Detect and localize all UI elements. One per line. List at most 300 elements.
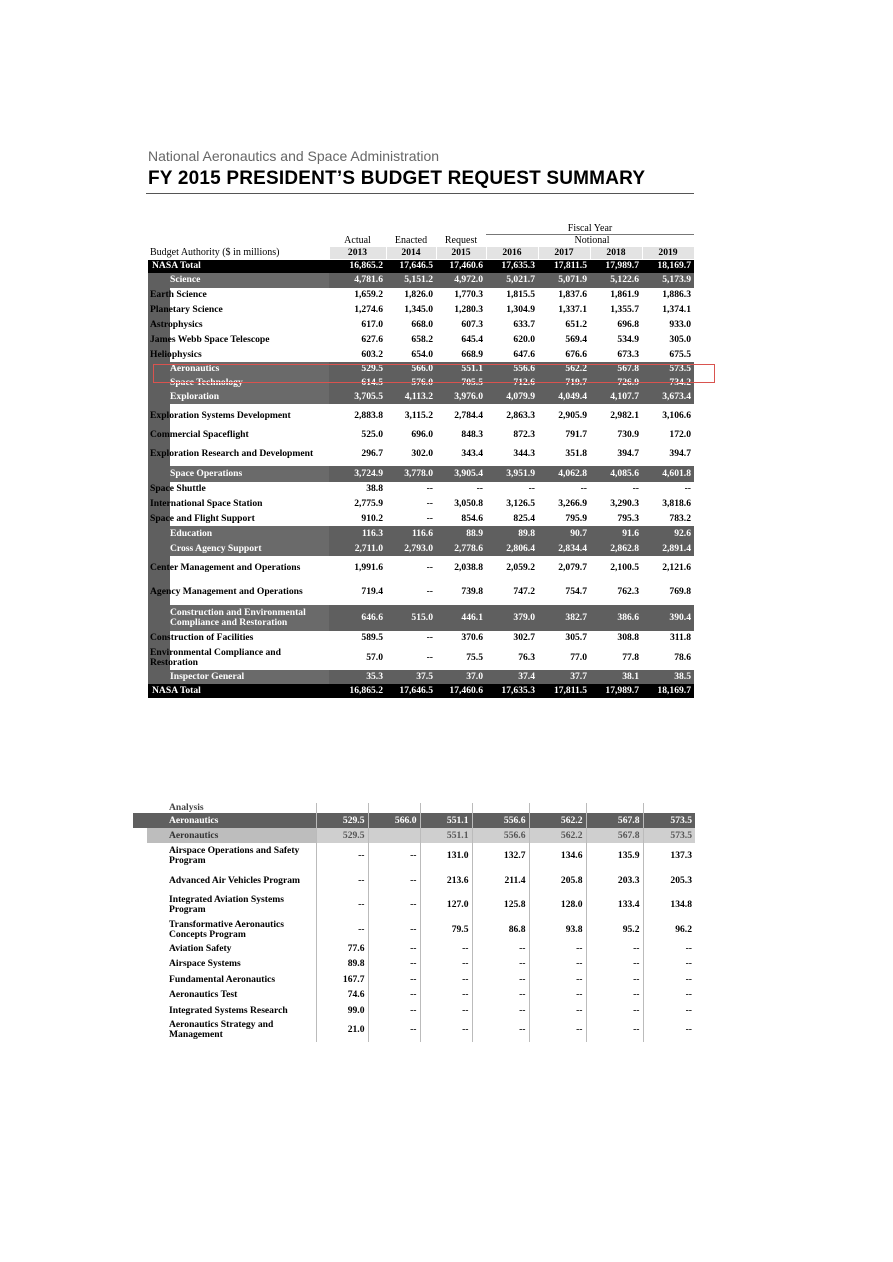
row-value: 38.5 bbox=[642, 670, 694, 684]
row-value: 296.7 bbox=[361, 447, 383, 459]
detail-value: 205.3 bbox=[670, 874, 692, 886]
row-value: 854.6 bbox=[461, 512, 483, 524]
row-value: 762.3 bbox=[617, 586, 639, 597]
row-value: 3,126.5 bbox=[506, 498, 535, 509]
detail-value: -- bbox=[472, 972, 529, 987]
row-value: 37.4 bbox=[486, 670, 538, 684]
row-label: Construction and Environmental Compliance and Restoration bbox=[148, 605, 329, 631]
row-value: 305.0 bbox=[669, 334, 691, 345]
row-label: Exploration bbox=[148, 390, 329, 404]
row-value: -- bbox=[426, 483, 433, 494]
fiscal-year-heading: Fiscal Year bbox=[567, 223, 613, 234]
detail-row bbox=[133, 828, 695, 843]
row-value: 4,107.7 bbox=[590, 390, 642, 404]
detail-value: 211.4 bbox=[472, 868, 529, 893]
row-value: 1,274.6 bbox=[354, 304, 383, 315]
row-label: Space Operations bbox=[148, 466, 329, 482]
detail-value: 132.7 bbox=[472, 843, 529, 868]
row-value: 696.8 bbox=[617, 319, 639, 330]
detail-value: -- bbox=[368, 893, 420, 917]
analysis-label: Analysis bbox=[133, 803, 316, 813]
row-value: 569.4 bbox=[565, 334, 587, 345]
detail-value: 566.0 bbox=[368, 813, 420, 828]
detail-value: 213.6 bbox=[420, 868, 472, 893]
row-value: 5,021.7 bbox=[486, 273, 538, 288]
table-row bbox=[148, 348, 694, 362]
page-title: FY 2015 PRESIDENT’S BUDGET REQUEST SUMMARY bbox=[148, 168, 646, 189]
row-value: 712.6 bbox=[486, 377, 538, 390]
detail-label: Advanced Air Vehicles Program bbox=[133, 868, 316, 893]
row-value: 1,837.6 bbox=[558, 289, 587, 300]
detail-value: 89.8 bbox=[316, 956, 368, 972]
detail-value: 573.5 bbox=[643, 813, 695, 828]
row-value: 3,115.2 bbox=[404, 409, 433, 421]
row-value: 4,049.4 bbox=[538, 390, 590, 404]
row-label: NASA Total bbox=[148, 260, 329, 273]
detail-value: -- bbox=[529, 942, 586, 956]
detail-value: -- bbox=[529, 956, 586, 972]
year-header-row bbox=[148, 247, 694, 260]
detail-value: -- bbox=[586, 942, 643, 956]
row-value: 89.8 bbox=[486, 526, 538, 542]
row-value: -- bbox=[426, 498, 433, 509]
row-value: 1,861.9 bbox=[610, 289, 639, 300]
detail-value: 127.0 bbox=[420, 893, 472, 917]
row-value: 668.9 bbox=[461, 348, 483, 360]
row-value: 2,100.5 bbox=[610, 561, 639, 573]
row-value: 1,355.7 bbox=[610, 304, 639, 315]
detail-value: 551.1 bbox=[420, 813, 472, 828]
detail-value: 77.6 bbox=[316, 942, 368, 956]
actual-heading: Actual bbox=[344, 235, 371, 246]
row-value: 576.0 bbox=[386, 377, 436, 390]
row-value: 5,122.6 bbox=[590, 273, 642, 288]
row-value: 747.2 bbox=[513, 586, 535, 597]
row-value: 769.8 bbox=[669, 586, 691, 597]
row-value: 562.2 bbox=[538, 362, 590, 377]
detail-value: 567.8 bbox=[586, 828, 643, 843]
row-value: 754.7 bbox=[565, 586, 587, 597]
aeronautics-detail-table bbox=[133, 803, 695, 1042]
row-value: 2,778.6 bbox=[436, 542, 486, 556]
row-label: Inspector General bbox=[148, 670, 329, 684]
row-label: Cross Agency Support bbox=[148, 542, 329, 556]
year-header: 2018 bbox=[590, 247, 642, 260]
detail-value: 93.8 bbox=[529, 917, 586, 942]
table-row bbox=[148, 497, 694, 512]
row-value: 705.5 bbox=[436, 377, 486, 390]
row-value: 5,071.9 bbox=[538, 273, 590, 288]
row-value: 1,815.5 bbox=[506, 289, 535, 300]
enacted-heading: Enacted bbox=[394, 235, 428, 246]
row-label: Exploration Systems Development bbox=[148, 404, 329, 428]
detail-value: -- bbox=[368, 917, 420, 942]
detail-row bbox=[133, 813, 695, 828]
row-value: -- bbox=[426, 651, 433, 663]
table-row bbox=[148, 631, 694, 646]
detail-value: 567.8 bbox=[586, 813, 643, 828]
row-value: -- bbox=[426, 632, 433, 643]
row-value: 172.0 bbox=[669, 428, 691, 440]
row-value: 17,646.5 bbox=[386, 684, 436, 698]
row-value: 1,770.3 bbox=[454, 289, 483, 300]
aeronautics-highlight-box bbox=[153, 364, 715, 383]
row-value: 2,982.1 bbox=[610, 409, 639, 421]
row-value: 302.7 bbox=[513, 632, 535, 643]
row-value: 77.0 bbox=[570, 651, 587, 663]
detail-value: -- bbox=[368, 972, 420, 987]
detail-value: 205.8 bbox=[529, 868, 586, 893]
table-row bbox=[148, 605, 694, 631]
request-heading: Request bbox=[444, 235, 478, 246]
row-value: 3,290.3 bbox=[610, 498, 639, 509]
row-value: 116.6 bbox=[386, 526, 436, 542]
table-row bbox=[148, 482, 694, 497]
detail-value: -- bbox=[586, 1003, 643, 1018]
row-value: 673.3 bbox=[617, 348, 639, 360]
row-value: 668.0 bbox=[411, 319, 433, 330]
table-row bbox=[148, 646, 694, 670]
detail-value: 21.0 bbox=[316, 1018, 368, 1042]
row-value: 17,989.7 bbox=[590, 260, 642, 273]
row-value: 795.3 bbox=[617, 512, 639, 524]
table-row bbox=[148, 428, 694, 442]
row-label: Center Management and Operations bbox=[148, 556, 329, 580]
detail-row bbox=[133, 868, 695, 893]
row-value: -- bbox=[528, 483, 535, 494]
detail-row bbox=[133, 1018, 695, 1042]
detail-value: 562.2 bbox=[529, 828, 586, 843]
row-value: 308.8 bbox=[617, 632, 639, 643]
row-label: Aeronautics bbox=[148, 362, 329, 377]
detail-value: 556.6 bbox=[472, 828, 529, 843]
row-value: 17,989.7 bbox=[590, 684, 642, 698]
row-value: 17,646.5 bbox=[386, 260, 436, 273]
detail-row bbox=[133, 843, 695, 868]
detail-value: -- bbox=[316, 868, 368, 893]
row-value: 2,883.8 bbox=[354, 409, 383, 421]
detail-value: 134.6 bbox=[529, 843, 586, 868]
row-value: 16,865.2 bbox=[329, 260, 386, 273]
detail-label: Transformative Aeronautics Concepts Program bbox=[133, 917, 316, 942]
row-value: 3,705.5 bbox=[329, 390, 386, 404]
table-row bbox=[148, 404, 694, 428]
row-value: 76.3 bbox=[518, 651, 535, 663]
row-value: 386.6 bbox=[590, 605, 642, 631]
detail-value: -- bbox=[685, 958, 692, 969]
detail-row bbox=[133, 893, 695, 917]
detail-label: Integrated Systems Research bbox=[133, 1003, 316, 1018]
row-value: 645.4 bbox=[461, 334, 483, 345]
row-value: 3,976.0 bbox=[436, 390, 486, 404]
detail-row bbox=[133, 942, 695, 956]
notional-heading: Notional bbox=[574, 235, 610, 246]
row-value: 646.6 bbox=[329, 605, 386, 631]
detail-value: 203.3 bbox=[586, 868, 643, 893]
row-value: 394.7 bbox=[669, 447, 691, 459]
row-value: 77.8 bbox=[622, 651, 639, 663]
row-value: 515.0 bbox=[386, 605, 436, 631]
row-value: 726.9 bbox=[590, 377, 642, 390]
row-value: 4,601.8 bbox=[642, 466, 694, 482]
detail-value: -- bbox=[316, 917, 368, 942]
detail-value: -- bbox=[685, 1004, 692, 1016]
detail-value: -- bbox=[586, 956, 643, 972]
detail-value: 133.4 bbox=[586, 893, 643, 917]
row-value: 2,784.4 bbox=[454, 409, 483, 421]
row-value: 2,121.6 bbox=[662, 561, 691, 573]
detail-value: 556.6 bbox=[472, 813, 529, 828]
row-value: 696.0 bbox=[411, 428, 433, 440]
row-value: 35.3 bbox=[329, 670, 386, 684]
detail-value: -- bbox=[368, 868, 420, 893]
row-value: 37.5 bbox=[386, 670, 436, 684]
row-value: 4,113.2 bbox=[386, 390, 436, 404]
agency-name: National Aeronautics and Space Administration bbox=[148, 148, 440, 164]
row-value: 17,635.3 bbox=[486, 260, 538, 273]
detail-value: -- bbox=[316, 893, 368, 917]
row-value: 2,711.0 bbox=[329, 542, 386, 556]
row-value: 1,991.6 bbox=[354, 561, 383, 573]
row-value: 311.8 bbox=[669, 632, 691, 643]
title-divider bbox=[146, 193, 694, 194]
row-value: 75.5 bbox=[466, 651, 483, 663]
row-value: 2,079.7 bbox=[558, 561, 587, 573]
row-label: Space and Flight Support bbox=[148, 512, 329, 526]
detail-value: 529.5 bbox=[316, 828, 368, 843]
detail-value: 74.6 bbox=[316, 987, 368, 1003]
row-label: Space Shuttle bbox=[148, 482, 329, 497]
row-value: 305.7 bbox=[565, 632, 587, 643]
detail-value: 99.0 bbox=[316, 1003, 368, 1018]
detail-value: -- bbox=[685, 1024, 692, 1035]
row-value: 825.4 bbox=[513, 512, 535, 524]
row-value: 37.0 bbox=[436, 670, 486, 684]
row-value: -- bbox=[632, 483, 639, 494]
row-value: 647.6 bbox=[513, 348, 535, 360]
row-value: 614.5 bbox=[329, 377, 386, 390]
detail-value: 135.9 bbox=[586, 843, 643, 868]
detail-value: 96.2 bbox=[675, 923, 692, 935]
row-value: 18,169.7 bbox=[642, 260, 694, 273]
row-value: 3,266.9 bbox=[558, 498, 587, 509]
detail-value: -- bbox=[420, 1003, 472, 1018]
table-row bbox=[148, 303, 694, 318]
row-value: 116.3 bbox=[329, 526, 386, 542]
row-value: 1,304.9 bbox=[506, 304, 535, 315]
row-value: 2,863.3 bbox=[506, 409, 535, 421]
detail-value: -- bbox=[420, 1018, 472, 1042]
row-label: International Space Station bbox=[148, 497, 329, 512]
detail-value: 573.5 bbox=[643, 828, 695, 843]
row-value: 2,059.2 bbox=[506, 561, 535, 573]
detail-value: -- bbox=[368, 1018, 420, 1042]
detail-value: -- bbox=[368, 1003, 420, 1018]
row-value: 4,781.6 bbox=[329, 273, 386, 288]
row-value: 783.2 bbox=[669, 512, 691, 524]
table-row bbox=[148, 288, 694, 303]
table-row bbox=[148, 556, 694, 580]
row-value: -- bbox=[426, 586, 433, 597]
row-value: 910.2 bbox=[361, 512, 383, 524]
detail-value: 134.8 bbox=[670, 899, 692, 910]
row-value: 658.2 bbox=[411, 334, 433, 345]
row-value: 566.0 bbox=[386, 362, 436, 377]
detail-value: -- bbox=[529, 972, 586, 987]
year-header: 2014 bbox=[386, 247, 436, 260]
row-value: 90.7 bbox=[538, 526, 590, 542]
row-value: 556.6 bbox=[486, 362, 538, 377]
row-label: Planetary Science bbox=[148, 303, 329, 318]
table-row bbox=[148, 684, 694, 698]
row-value: 57.0 bbox=[366, 651, 383, 663]
detail-value: -- bbox=[472, 1003, 529, 1018]
row-value: 343.4 bbox=[461, 447, 483, 459]
row-value: 3,673.4 bbox=[642, 390, 694, 404]
row-label: Agency Management and Operations bbox=[148, 580, 329, 605]
row-value: 344.3 bbox=[513, 447, 535, 459]
year-header: 2015 bbox=[436, 247, 486, 260]
row-value: 3,050.8 bbox=[454, 498, 483, 509]
row-value: 17,811.5 bbox=[538, 684, 590, 698]
row-value: 38.1 bbox=[590, 670, 642, 684]
row-value: 676.6 bbox=[565, 348, 587, 360]
row-value: 933.0 bbox=[669, 319, 691, 330]
row-value: 17,811.5 bbox=[538, 260, 590, 273]
row-value: 739.8 bbox=[461, 586, 483, 597]
row-value: 573.5 bbox=[642, 362, 694, 377]
year-header: 2019 bbox=[642, 247, 694, 260]
row-value: 620.0 bbox=[513, 334, 535, 345]
detail-value: -- bbox=[368, 843, 420, 868]
detail-value: -- bbox=[529, 987, 586, 1003]
detail-value: 167.7 bbox=[316, 972, 368, 987]
row-value: 848.3 bbox=[461, 428, 483, 440]
detail-value: -- bbox=[420, 972, 472, 987]
table-row bbox=[148, 333, 694, 348]
detail-value: 95.2 bbox=[586, 917, 643, 942]
detail-label: Integrated Aviation Systems Program bbox=[133, 893, 316, 917]
row-label: Education bbox=[148, 526, 329, 542]
row-label: Exploration Research and Development bbox=[148, 442, 329, 466]
row-value: 534.9 bbox=[617, 334, 639, 345]
detail-value: 137.3 bbox=[670, 849, 692, 861]
detail-label: Airspace Systems bbox=[133, 956, 316, 972]
row-value: 1,280.3 bbox=[454, 304, 483, 315]
table-row bbox=[148, 390, 694, 404]
row-label: Construction of Facilities bbox=[148, 631, 329, 646]
row-label: Heliophysics bbox=[148, 348, 329, 362]
table-row bbox=[148, 580, 694, 605]
table-row bbox=[148, 260, 694, 273]
detail-row bbox=[133, 956, 695, 972]
row-value: 17,460.6 bbox=[436, 260, 486, 273]
detail-row bbox=[133, 987, 695, 1003]
row-value: 92.6 bbox=[642, 526, 694, 542]
row-value: 719.4 bbox=[361, 586, 383, 597]
row-value: 88.9 bbox=[436, 526, 486, 542]
row-label: Space Technology bbox=[148, 377, 329, 390]
row-value: 1,374.1 bbox=[662, 304, 691, 315]
row-value: 37.7 bbox=[538, 670, 590, 684]
detail-row bbox=[133, 917, 695, 942]
row-value: 1,886.3 bbox=[662, 289, 691, 300]
row-value: 2,806.4 bbox=[486, 542, 538, 556]
detail-value: -- bbox=[368, 956, 420, 972]
detail-value: -- bbox=[529, 1018, 586, 1042]
row-value: 529.5 bbox=[329, 362, 386, 377]
row-value: 2,038.8 bbox=[454, 561, 483, 573]
year-header: 2013 bbox=[329, 247, 386, 260]
detail-label: Aeronautics Strategy and Management bbox=[133, 1018, 316, 1042]
row-value: 394.7 bbox=[617, 447, 639, 459]
detail-label: Aeronautics Test bbox=[133, 987, 316, 1003]
table-row bbox=[148, 466, 694, 482]
row-value: 617.0 bbox=[361, 319, 383, 330]
row-value: 651.2 bbox=[565, 319, 587, 330]
detail-value: 529.5 bbox=[316, 813, 368, 828]
detail-value: -- bbox=[472, 942, 529, 956]
detail-row bbox=[133, 1003, 695, 1018]
row-value: 370.6 bbox=[461, 632, 483, 643]
row-value: 2,891.4 bbox=[642, 542, 694, 556]
row-value: 91.6 bbox=[590, 526, 642, 542]
row-value: 3,724.9 bbox=[329, 466, 386, 482]
row-value: 791.7 bbox=[565, 428, 587, 440]
budget-authority-label: Budget Authority ($ in millions) bbox=[150, 247, 280, 258]
detail-value: -- bbox=[529, 1003, 586, 1018]
row-value: 607.3 bbox=[461, 319, 483, 330]
row-value: 2,775.9 bbox=[354, 498, 383, 509]
row-value: 446.1 bbox=[436, 605, 486, 631]
row-value: -- bbox=[476, 483, 483, 494]
row-value: 872.3 bbox=[513, 428, 535, 440]
row-value: 3,778.0 bbox=[386, 466, 436, 482]
row-value: 1,826.0 bbox=[404, 289, 433, 300]
row-value: 3,905.4 bbox=[436, 466, 486, 482]
row-label: Earth Science bbox=[148, 288, 329, 303]
row-value: 17,635.3 bbox=[486, 684, 538, 698]
detail-value: 551.1 bbox=[420, 828, 472, 843]
row-value: 2,834.4 bbox=[538, 542, 590, 556]
row-value: -- bbox=[684, 483, 691, 494]
row-label: James Webb Space Telescope bbox=[148, 333, 329, 348]
detail-value: -- bbox=[420, 956, 472, 972]
detail-value: 79.5 bbox=[420, 917, 472, 942]
row-value: 4,079.9 bbox=[486, 390, 538, 404]
detail-value: 125.8 bbox=[472, 893, 529, 917]
row-value: 567.8 bbox=[590, 362, 642, 377]
detail-value: -- bbox=[472, 956, 529, 972]
row-value: -- bbox=[426, 512, 433, 524]
year-header: 2016 bbox=[486, 247, 538, 260]
row-value: 603.2 bbox=[361, 348, 383, 360]
row-value: 3,818.6 bbox=[662, 498, 691, 509]
detail-label: Airspace Operations and Safety Program bbox=[133, 843, 316, 868]
row-label: Commercial Spaceflight bbox=[148, 428, 329, 442]
detail-value bbox=[368, 828, 420, 843]
row-value: -- bbox=[580, 483, 587, 494]
table-row bbox=[148, 273, 694, 288]
table-row bbox=[148, 670, 694, 684]
row-label: NASA Total bbox=[148, 684, 329, 698]
row-value: 38.8 bbox=[366, 483, 383, 494]
row-value: 4,085.6 bbox=[590, 466, 642, 482]
detail-label: Aeronautics bbox=[133, 813, 316, 828]
row-value: 551.1 bbox=[436, 362, 486, 377]
row-value: 795.9 bbox=[565, 512, 587, 524]
row-value: 302.0 bbox=[411, 447, 433, 459]
